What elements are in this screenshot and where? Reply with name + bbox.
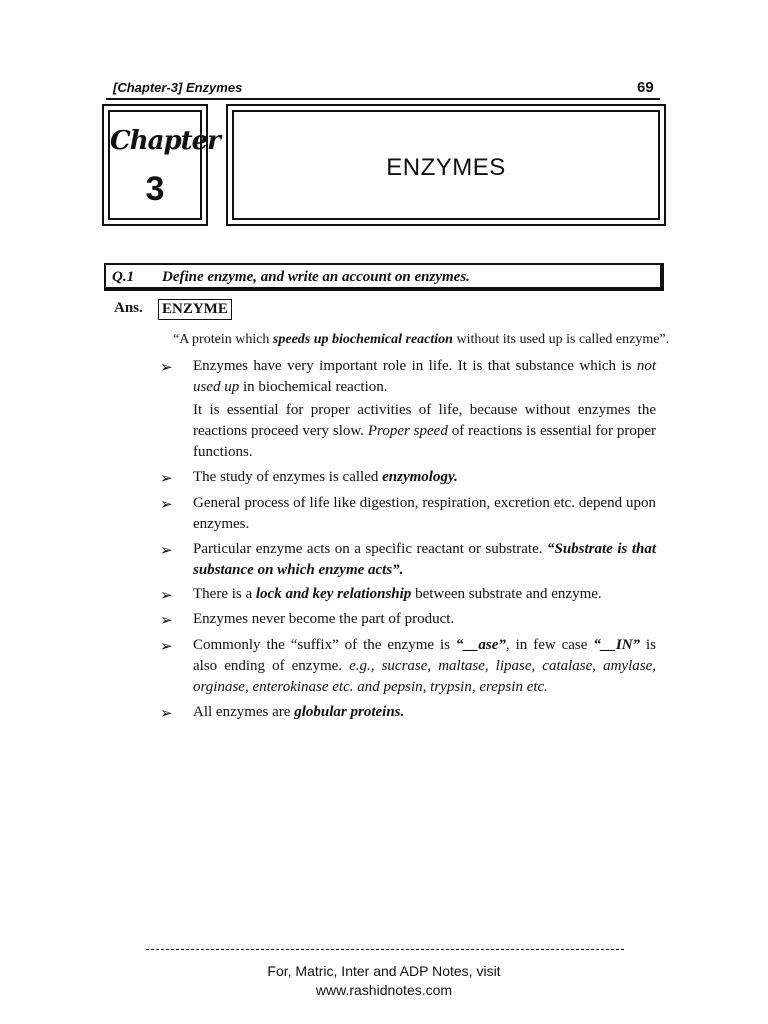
bullet-point — [193, 584, 656, 605]
bullet-text: Particular enzyme acts on a specific reactant or substrate. — [193, 541, 547, 557]
page-number: 69 — [637, 79, 654, 96]
bullet-arrow-icon: ➢ — [160, 471, 173, 487]
bullet-text: of reactions is essential for proper functions. — [193, 423, 657, 460]
bullet-text: It is essential for proper activities of life, because without enzymes the reactions proceed very slow. — [193, 402, 656, 439]
chapter-word: Chapter — [110, 126, 220, 156]
bullet-text-italic: Proper speed — [367, 423, 448, 439]
definition-post: without its used up is called enzyme”. — [452, 332, 670, 347]
bullet-point: General process of life like digestion, respiration, excretion etc. depend upon enzymes. — [193, 495, 656, 532]
question-number: Q.1 — [112, 269, 135, 285]
bullet-text-bold: “Substrate is that substance on which enzyme acts”. — [193, 541, 656, 578]
definition-bold: speeds up biochemical reaction — [272, 332, 453, 347]
answer-label: Ans. — [114, 300, 143, 316]
answer-heading: ENZYME — [158, 299, 232, 320]
bullet-point — [193, 702, 656, 723]
bullet-text: There is a — [193, 586, 256, 602]
chapter-number: 3 — [145, 170, 165, 208]
footer-note: For, Matric, Inter and ADP Notes, visit — [267, 963, 501, 979]
bullet-text-italic: not used up — [193, 358, 656, 395]
question-bar — [104, 263, 664, 291]
bullet-arrow-icon: ➢ — [160, 497, 173, 513]
bullet-arrow-icon: ➢ — [160, 360, 173, 376]
bullet-text: , in few case — [505, 637, 594, 653]
bullet-arrow-icon: ➢ — [160, 706, 173, 722]
bullet-text-bold: globular proteins. — [294, 704, 405, 720]
chapter-title: ENZYMES — [386, 154, 506, 181]
bullet-text: Commonly the “suffix” of the enzyme is — [193, 637, 456, 653]
bullet-text: The study of enzymes is called — [193, 469, 383, 485]
question-text: Define enzyme, and write an account on enzymes. — [162, 269, 470, 285]
bullet-arrow-icon: ➢ — [160, 613, 173, 629]
bullet-text-bold: “__IN” — [593, 637, 641, 653]
footer-website: www.rashidnotes.com — [315, 982, 453, 998]
bullet-arrow-icon: ➢ — [160, 588, 173, 604]
bullet-point: Enzymes never become the part of product. — [193, 611, 455, 627]
bullet-text: between substrate and enzyme. — [411, 586, 602, 602]
bullet-text-bold: enzymology. — [382, 469, 458, 485]
header-rule — [106, 98, 660, 100]
chapter-number-box — [102, 104, 220, 226]
bullet-text: All enzymes are — [193, 704, 295, 720]
bullet-paragraph — [193, 400, 656, 463]
bullet-arrow-icon: ➢ — [160, 639, 173, 655]
enzyme-definition — [173, 332, 669, 348]
definition-pre: “A protein which — [173, 332, 273, 347]
bullet-point — [193, 635, 656, 698]
running-header-chapter: [Chapter-3] Enzymes — [113, 80, 243, 95]
bullet-text-bold: lock and key relationship — [255, 586, 412, 602]
bullet-point — [193, 467, 656, 488]
chapter-number-box-inner — [108, 110, 220, 220]
footer-divider — [146, 949, 624, 950]
bullet-point — [193, 539, 656, 581]
bullet-arrow-icon: ➢ — [160, 543, 173, 559]
bullet-text: Enzymes have very important role in life. It is that substance which is — [193, 358, 637, 374]
bullet-text: is also ending of enzyme. — [193, 637, 656, 674]
chapter-title-box-inner — [232, 110, 660, 220]
bullet-point — [193, 356, 656, 398]
bullet-text: in biochemical reaction. — [239, 379, 388, 395]
bullet-text-italic: e.g., sucrase, maltase, lipase, catalase, amylase, orginase, enterokinase etc. and pepsin, trypsin, erepsin etc. — [193, 658, 657, 695]
chapter-title-box — [226, 104, 666, 226]
bullet-text-bold: “__ase” — [455, 637, 506, 653]
